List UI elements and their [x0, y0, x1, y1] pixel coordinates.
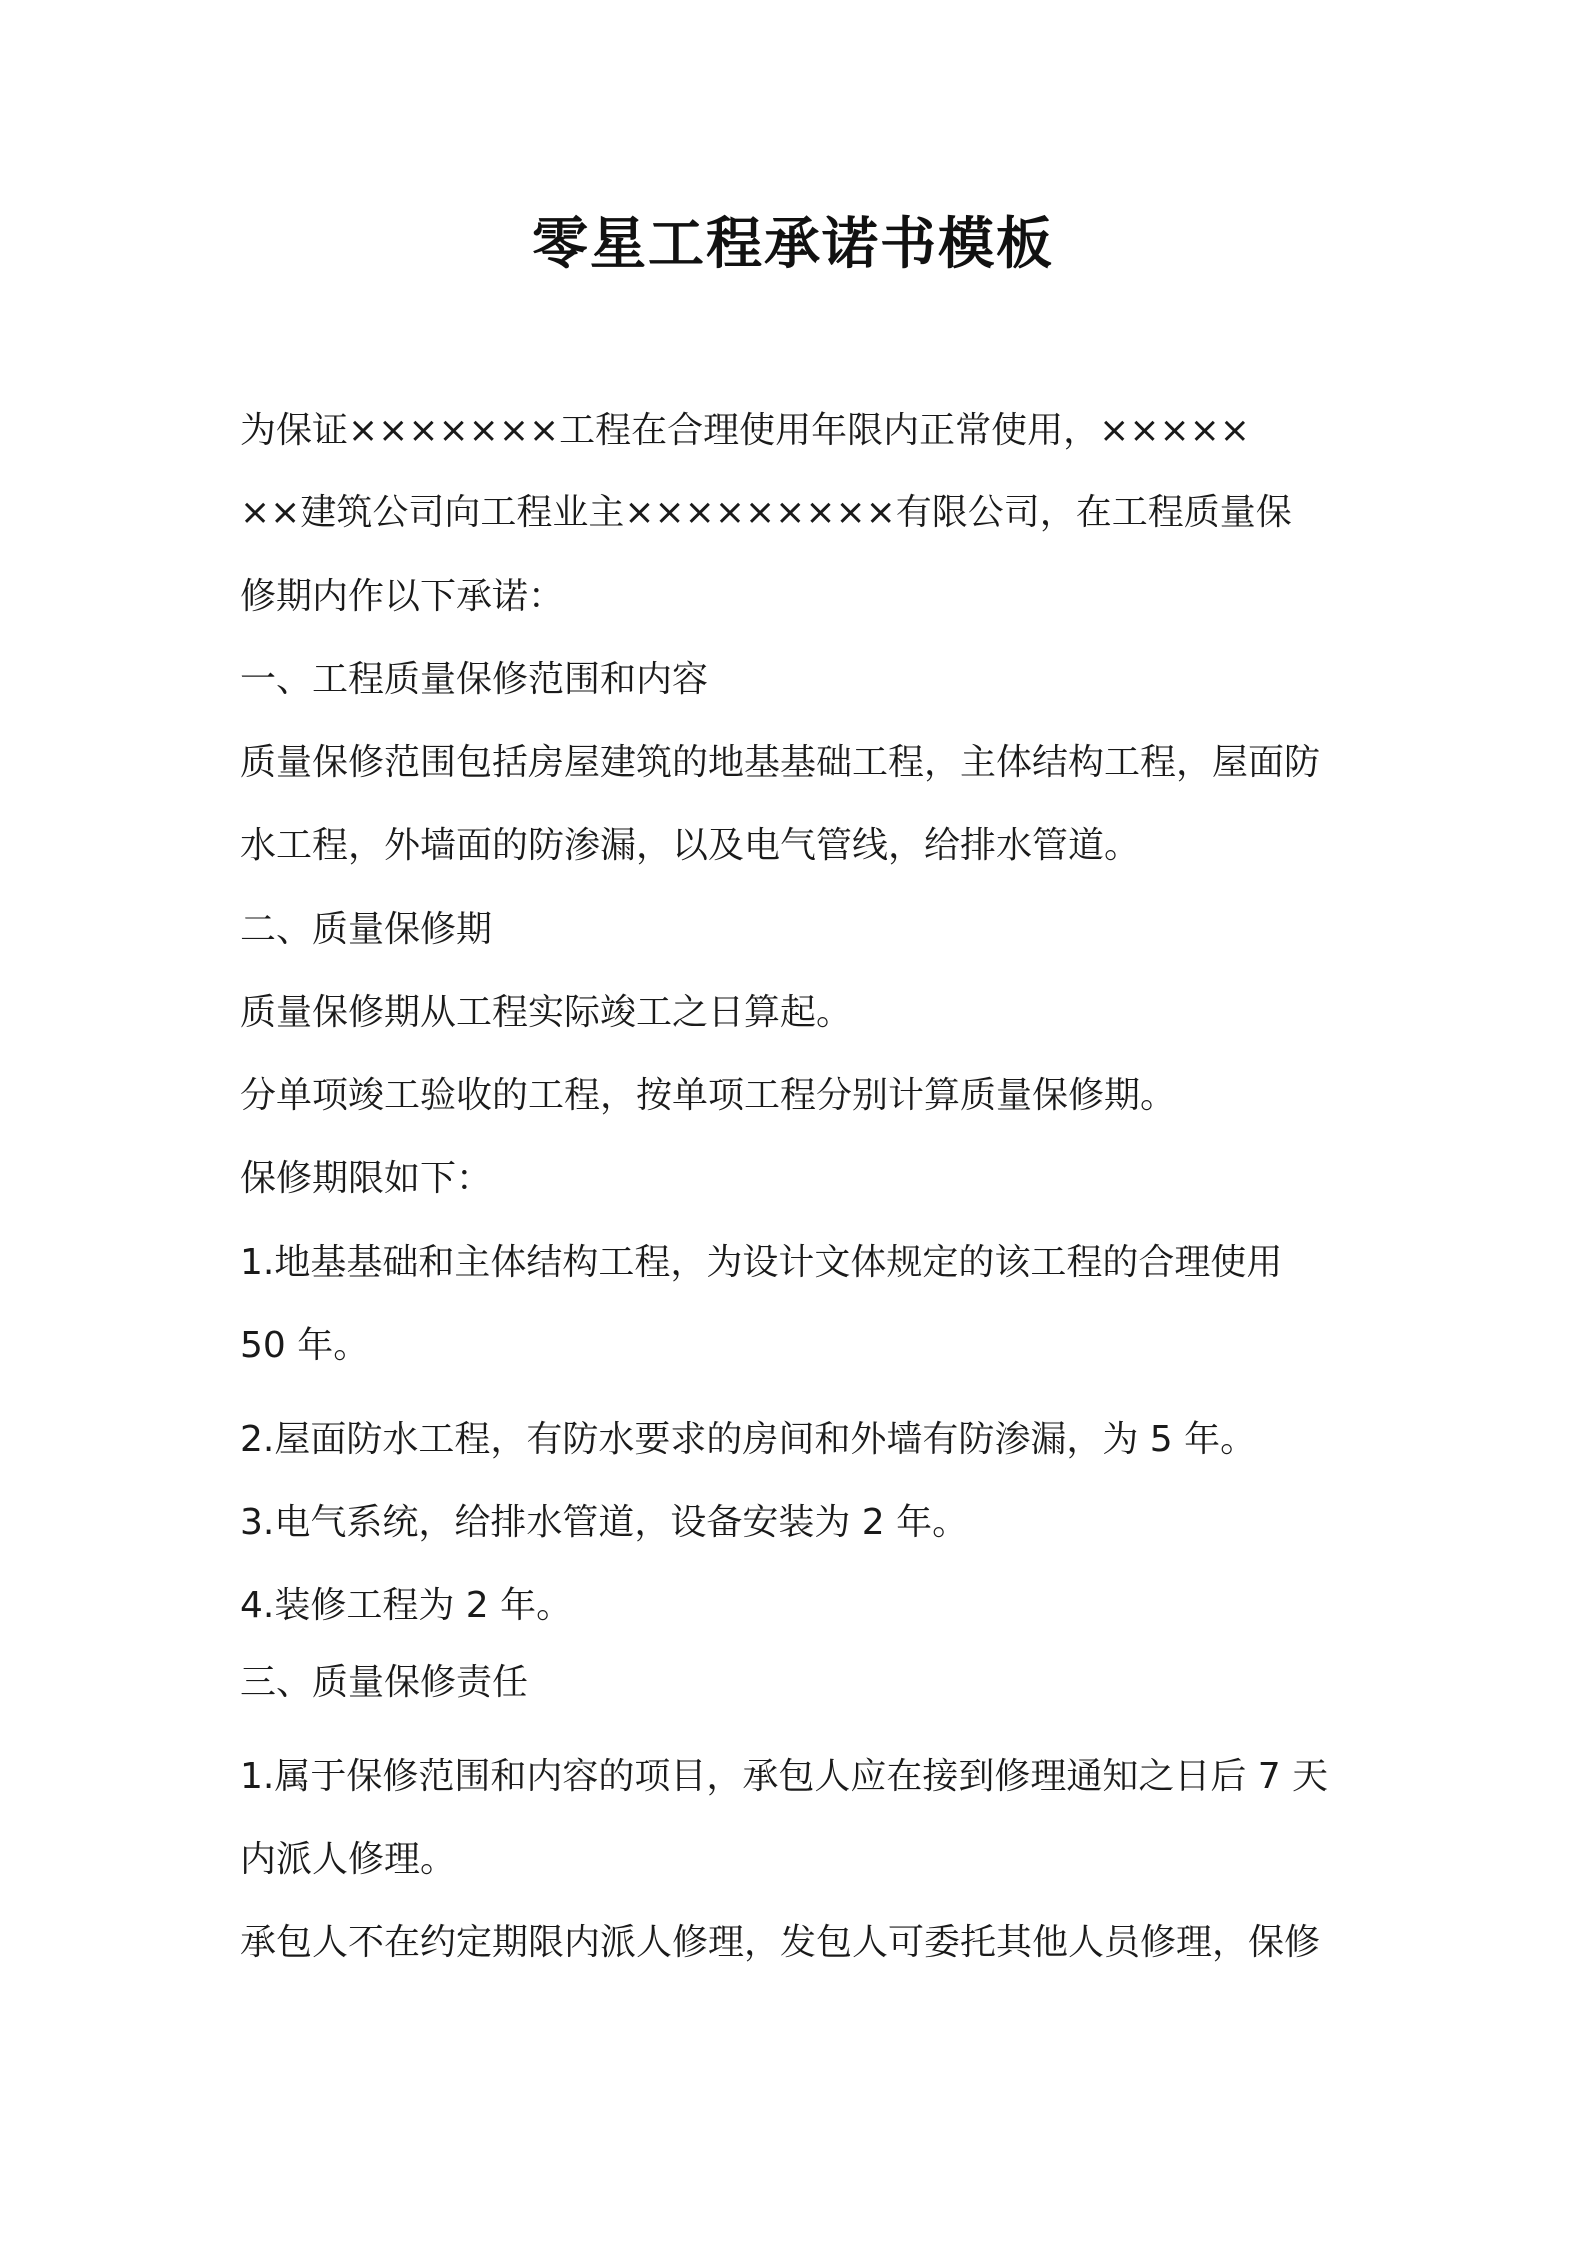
- period-item-3: 3.电气系统，给排水管道，设备安装为 2 年。: [240, 1502, 969, 1543]
- period-text-2: 分单项竣工验收的工程，按单项工程分别计算质量保修期。: [240, 1075, 1177, 1116]
- period-item-4: 4.装修工程为 2 年。: [240, 1585, 573, 1626]
- section-heading-period: 二、质量保修期: [240, 909, 493, 950]
- section-heading-scope: 一、工程质量保修范围和内容: [240, 659, 709, 700]
- period-text-1: 质量保修期从工程实际竣工之日算起。: [240, 992, 853, 1033]
- intro-line-1: 为保证×××××××工程在合理使用年限内正常使用，×××××: [240, 410, 1250, 451]
- document-title: 零星工程承诺书模板: [532, 212, 1054, 277]
- responsibility-text-line-1: 承包人不在约定期限内派人修理，发包人可委托其他人员修理，保修: [240, 1922, 1321, 1963]
- period-item-1-line-1: 1.地基基础和主体结构工程，为设计文体规定的该工程的合理使用: [240, 1242, 1283, 1283]
- period-item-1-line-2: 50 年。: [240, 1325, 370, 1366]
- intro-line-3: 修期内作以下承诺：: [240, 576, 565, 617]
- intro-line-2: ××建筑公司向工程业主×××××××××有限公司，在工程质量保: [240, 492, 1292, 533]
- period-list-intro: 保修期限如下：: [240, 1158, 493, 1199]
- scope-text-line-1: 质量保修范围包括房屋建筑的地基基础工程，主体结构工程，屋面防: [240, 742, 1321, 783]
- responsibility-item-1-line-1: 1.属于保修范围和内容的项目，承包人应在接到修理通知之日后 7 天: [240, 1756, 1329, 1797]
- scope-text-line-2: 水工程，外墙面的防渗漏，以及电气管线，给排水管道。: [240, 825, 1141, 866]
- period-item-2: 2.屋面防水工程，有防水要求的房间和外墙有防渗漏，为 5 年。: [240, 1419, 1257, 1460]
- section-heading-responsibility: 三、质量保修责任: [240, 1662, 529, 1703]
- responsibility-item-1-line-2: 内派人修理。: [240, 1839, 457, 1880]
